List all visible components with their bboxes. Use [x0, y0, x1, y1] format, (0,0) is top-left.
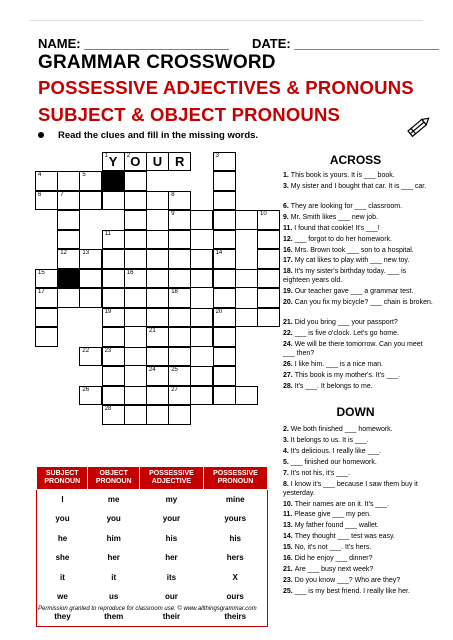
table-cell: X [232, 572, 238, 582]
crossword-cell[interactable] [124, 152, 147, 172]
crossword-cell[interactable] [102, 347, 125, 367]
clue-text: Please give ___ my pen. [294, 511, 371, 519]
clue-text: Our teacher gave ___ a grammar test. [294, 288, 414, 296]
clue-text: My sister and I bought that car. It is ___ car. [290, 182, 427, 190]
clue-number: 16. [283, 555, 295, 562]
clue-text: My father found ___ wallet. [294, 522, 379, 530]
crossword-cell[interactable] [213, 210, 236, 230]
clue-number: 2 [126, 152, 131, 159]
crossword-cell[interactable] [213, 269, 236, 289]
down-clue [283, 436, 433, 445]
crossword-cell[interactable] [146, 386, 169, 406]
crossword-cell[interactable] [168, 405, 191, 425]
crossword-black-cell [102, 171, 125, 191]
filled-letter: O [130, 154, 141, 169]
down-clue [283, 425, 433, 434]
clue-text: It's my sister's birthday today. ___ is eighteen years old. [283, 268, 407, 285]
down-clue [283, 587, 433, 596]
across-clue [283, 318, 433, 327]
clue-number: 15. [283, 544, 295, 552]
header-line: OBJECT [99, 470, 128, 477]
across-clue [283, 256, 433, 265]
clue-text: Can you fix my bicycle? ___ chain is broken. [294, 299, 433, 307]
crossword-cell[interactable] [213, 386, 236, 406]
clue-text: Did he enjoy ___ dinner? [294, 555, 373, 562]
header-line: ADJECTIVE [151, 478, 192, 485]
down-clue [283, 565, 433, 574]
crossword-cell[interactable] [168, 210, 191, 230]
crossword-cell[interactable] [146, 347, 169, 367]
crossword-cell[interactable] [124, 347, 147, 367]
crossword-cell[interactable] [190, 327, 213, 347]
crossword-cell[interactable] [257, 269, 280, 289]
pronoun-column-header [139, 467, 203, 490]
down-clue [283, 543, 433, 552]
clue-number: 15 [38, 269, 45, 276]
clue-number: 17 [38, 289, 45, 295]
table-cell: them [104, 611, 124, 621]
clue-number: 5 [82, 172, 86, 178]
header-line: PRONOUN [95, 478, 132, 485]
crossword-cell[interactable] [146, 249, 169, 269]
crossword-cell[interactable] [35, 308, 58, 328]
across-clue [283, 246, 433, 255]
clue-number: 3 [215, 152, 219, 159]
clue-number: 12. [283, 235, 295, 243]
crossword-cell[interactable] [168, 386, 191, 406]
pronoun-column-header [203, 467, 267, 490]
crossword-cell[interactable] [168, 269, 191, 289]
table-row [37, 568, 268, 588]
clue-number: 17. [283, 257, 295, 265]
down-clue [283, 510, 433, 519]
crossword-cell[interactable] [35, 288, 58, 308]
table-cell: it [60, 572, 65, 582]
clue-number: 20 [215, 308, 223, 315]
name-field-label: NAME: ____________________ [38, 36, 229, 51]
clue-text: Their names are on it. It's ___. [294, 500, 390, 508]
clue-number: 16 [126, 269, 134, 276]
clue-text: Mrs. Brown took ___ son to a hospital. [294, 246, 414, 254]
clue-number: 23 [104, 347, 112, 354]
crossword-cell[interactable] [35, 171, 58, 191]
clue-number: 8. [283, 480, 291, 488]
clue-number: 27. [283, 371, 295, 379]
crossword-cell[interactable] [235, 308, 258, 328]
crossword-cell[interactable] [146, 269, 169, 289]
crossword-cell[interactable] [235, 269, 258, 289]
table-row [37, 587, 268, 607]
page-subtitle-pronouns: SUBJECT & OBJECT PRONOUNS [38, 104, 341, 125]
across-clue [283, 287, 433, 296]
crossword-cell[interactable] [146, 308, 169, 328]
crossword-cell[interactable] [213, 249, 236, 269]
clue-text: I know it's ___ because I saw them buy it yesterday. [283, 480, 418, 497]
clue-number: 13. [283, 522, 295, 530]
crossword-cell[interactable] [257, 308, 280, 328]
crossword-cell[interactable] [57, 230, 80, 250]
clue-number: 25 [171, 367, 178, 373]
crossword-cell[interactable] [168, 347, 191, 367]
crossword-cell[interactable] [124, 405, 147, 425]
pronoun-table-header-row [37, 467, 268, 490]
clue-number: 7. [283, 469, 291, 477]
clue-number: 7 [60, 191, 64, 198]
table-cell: hers [226, 553, 244, 563]
table-cell: our [165, 592, 178, 602]
clue-number: 27 [171, 386, 178, 393]
crossword-cell[interactable] [102, 288, 125, 308]
clue-number: 11. [283, 224, 295, 232]
clue-number: 12 [60, 250, 67, 256]
table-cell: theirs [224, 611, 247, 621]
table-cell: he [57, 533, 68, 543]
crossword-cell[interactable] [213, 347, 236, 367]
crossword-cell[interactable] [102, 327, 125, 347]
crossword-cell[interactable] [57, 249, 80, 269]
clue-number: 14. [283, 533, 295, 541]
table-cell: his [165, 533, 178, 543]
clue-number: 9. [283, 213, 291, 221]
clue-number: 10. [283, 500, 295, 508]
crossword-cell[interactable] [57, 191, 80, 211]
table-cell: mine [225, 495, 245, 504]
down-clue [283, 458, 433, 467]
crossword-cell[interactable] [124, 230, 147, 250]
table-cell: him [106, 533, 121, 543]
clue-text: ___ forgot to do her homework. [294, 235, 392, 243]
clue-text: ___ is five o'clock. Let's go home. [294, 330, 399, 338]
down-clue [283, 576, 433, 585]
crossword-cell[interactable] [102, 308, 125, 328]
clue-number: 21 [149, 328, 156, 334]
across-clue [283, 298, 433, 307]
page-title: GRAMMAR CROSSWORD [38, 52, 276, 73]
crossword-cell[interactable] [146, 230, 169, 250]
clue-number: 28. [283, 382, 295, 390]
clue-number: 22. [283, 330, 295, 338]
crossword-cell[interactable] [213, 308, 236, 328]
down-clue [283, 521, 433, 530]
crossword-cell[interactable] [257, 210, 280, 230]
crossword-cell[interactable] [102, 405, 125, 425]
copyright-footer: Permission granted to reproduce for classroom use. © www.allthingsgrammar.com [38, 606, 257, 612]
table-cell: us [109, 592, 119, 602]
pronoun-table [36, 466, 268, 627]
crossword-cell[interactable] [190, 308, 213, 328]
crossword-cell[interactable] [146, 405, 169, 425]
crossword-cell[interactable] [57, 171, 80, 191]
table-cell: I [61, 495, 64, 504]
crossword-cell[interactable] [213, 366, 236, 386]
crossword-cell[interactable] [102, 152, 125, 172]
clue-number: 24 [149, 367, 156, 373]
page-subtitle-possessive: POSSESSIVE ADJECTIVES & PRONOUNS [38, 77, 414, 98]
table-cell: its [166, 572, 177, 582]
clue-number: 20. [283, 299, 295, 307]
clue-text: My cat likes to play with ___ new toy. [294, 257, 410, 265]
crossword-cell[interactable] [79, 191, 102, 211]
crossword-cell[interactable] [102, 191, 125, 211]
crossword-cell[interactable] [124, 249, 147, 269]
header-line: SUBJECT [45, 470, 79, 477]
header-line: PRONOUN [44, 478, 81, 485]
crossword-cell[interactable] [79, 347, 102, 367]
filled-letter: U [152, 154, 163, 169]
crossword-cell[interactable] [102, 249, 125, 269]
clue-number: 8 [171, 191, 175, 198]
crossword-cell[interactable] [213, 327, 236, 347]
down-clue [283, 447, 433, 456]
clue-text: ___ finished our homework. [290, 458, 377, 466]
clue-text: It's not his, it's ___. [290, 469, 350, 477]
clue-number: 16. [283, 246, 295, 254]
crossword-cell[interactable] [124, 308, 147, 328]
crossword-cell[interactable] [124, 171, 147, 191]
crossword-cell[interactable] [213, 288, 236, 308]
clue-text: They are looking for ___ classroom. [290, 202, 403, 210]
crossword-cell[interactable] [235, 386, 258, 406]
crossword-cell[interactable] [190, 366, 213, 386]
clue-number: 1 [104, 152, 108, 159]
table-row [37, 509, 268, 529]
clue-text: It belongs to us. It is ___. [290, 436, 369, 444]
crossword-cell[interactable] [57, 210, 80, 230]
down-clue [283, 532, 433, 541]
clue-text: ___ is my best friend. I really like her. [294, 587, 410, 595]
clue-number: 18. [283, 268, 295, 276]
crossword-black-cell [57, 269, 80, 289]
crossword-cell[interactable] [146, 327, 169, 347]
table-cell: their [162, 611, 181, 621]
table-cell: it [111, 572, 117, 582]
date-field-label: DATE: ____________________ [252, 36, 439, 51]
crossword-cell[interactable] [124, 191, 147, 211]
clue-number: 28 [104, 406, 112, 412]
clue-number: 14 [215, 250, 223, 256]
table-cell: my [165, 495, 178, 504]
clue-number: 25. [283, 587, 295, 595]
crossword-cell[interactable] [124, 210, 147, 230]
clue-text: I found that cookie! It's ___! [294, 224, 380, 232]
crossword-cell[interactable] [35, 327, 58, 347]
across-clue [283, 360, 433, 369]
crossword-cell[interactable] [146, 152, 169, 172]
instruction-text: Read the clues and fill in the missing words. [58, 130, 259, 141]
across-clue [283, 371, 433, 380]
clue-text: This book is yours. It is ___ book. [290, 172, 395, 179]
table-cell: you [106, 514, 121, 524]
crossword-cell[interactable] [124, 288, 147, 308]
down-clue [283, 469, 433, 478]
clue-text: No, it's not ___. It's hers. [294, 544, 372, 552]
clue-number: 11 [104, 230, 111, 237]
crossword-cell[interactable] [190, 210, 213, 230]
crossword-cell[interactable] [213, 230, 236, 250]
clue-text: Do you know ___? Who are they? [294, 576, 401, 584]
clue-number: 19 [104, 308, 112, 315]
across-clue [283, 340, 433, 358]
crossword-cell[interactable] [79, 269, 102, 289]
clue-number: 6. [283, 202, 291, 210]
table-row [37, 548, 268, 568]
filled-letter: Y [108, 154, 118, 169]
across-clue [283, 267, 433, 285]
clue-number: 5. [283, 458, 291, 466]
clue-text: We will be there tomorrow. Can you meet ___ then? [283, 341, 423, 357]
crossword-cell[interactable] [168, 288, 191, 308]
clue-number: 1. [283, 172, 291, 179]
clue-text: It's ___. It belongs to me. [294, 382, 373, 390]
table-cell: me [107, 495, 120, 504]
across-clue [283, 382, 433, 391]
pronoun-column-header [88, 467, 139, 490]
crossword-cell[interactable] [102, 269, 125, 289]
clue-number: 4. [283, 447, 291, 455]
clue-number: 13 [82, 250, 90, 256]
clue-text: Mr. Smith likes ___ new job. [290, 213, 378, 221]
across-clue [283, 171, 433, 180]
table-cell: you [55, 514, 70, 524]
table-cell: yours [224, 514, 247, 524]
header-line: POSSESSIVE [213, 470, 258, 477]
crossword-cell[interactable] [213, 171, 236, 191]
clue-text: It's delicious. I really like ___. [290, 447, 382, 455]
header-line: POSSESSIVE [149, 470, 194, 477]
table-cell: she [55, 553, 70, 563]
crossword-cell[interactable] [190, 386, 213, 406]
clue-number: 4 [38, 172, 42, 178]
across-heading: ACROSS [329, 153, 382, 167]
crossword-cell[interactable] [213, 191, 236, 211]
crossword-cell[interactable] [79, 386, 102, 406]
clue-number: 11. [283, 511, 295, 519]
clue-text: This book is my mother's. It's ___. [294, 371, 401, 379]
filled-letter: R [174, 154, 185, 169]
crossword-cell[interactable] [168, 249, 191, 269]
clue-text: Are ___ busy next week? [294, 565, 374, 573]
table-cell: his [229, 533, 241, 543]
crossword-cell[interactable] [57, 288, 80, 308]
clue-number: 3. [283, 436, 291, 444]
crossword-cell[interactable] [35, 269, 58, 289]
crossword-cell[interactable] [168, 308, 191, 328]
pronoun-column-header [37, 467, 88, 490]
crossword-cell[interactable] [257, 249, 280, 269]
clue-number: 23. [283, 576, 295, 584]
crossword-cell[interactable] [257, 288, 280, 308]
clue-text: We both finished ___ homework. [290, 426, 393, 433]
clue-number: 21. [283, 319, 295, 327]
crossword-cell[interactable] [79, 249, 102, 269]
clue-number: 6 [38, 191, 42, 198]
down-heading: DOWN [336, 405, 375, 419]
clue-number: 3. [283, 182, 291, 190]
clue-text: Did you bring ___ your passport? [294, 319, 398, 327]
crossword-cell[interactable] [190, 249, 213, 269]
table-row [37, 529, 268, 549]
table-cell: ours [226, 592, 244, 602]
crossword-cell[interactable] [146, 288, 169, 308]
crossword-cell[interactable] [124, 269, 147, 289]
down-clue [283, 554, 433, 563]
across-clue [283, 213, 433, 222]
clue-number: 18 [171, 289, 178, 295]
clue-number: 21. [283, 565, 295, 573]
across-clue [283, 235, 433, 244]
clue-number: 22 [82, 347, 90, 354]
table-cell: her [165, 553, 178, 563]
crossword-cell[interactable] [190, 269, 213, 289]
table-cell: they [54, 611, 71, 621]
header-line: PRONOUN [217, 478, 254, 485]
crossword-cell[interactable] [168, 191, 191, 211]
crossword-cell[interactable] [102, 366, 125, 386]
crossword-cell[interactable] [146, 366, 169, 386]
clue-number: 19. [283, 288, 295, 296]
across-clue [283, 202, 433, 211]
clue-number: 26 [82, 386, 90, 393]
clue-number: 10 [260, 211, 267, 217]
clue-text: They thought ___ test was easy. [294, 533, 395, 541]
table-cell: we [57, 592, 68, 602]
crossword-cell[interactable] [235, 210, 258, 230]
crossword-cell[interactable] [102, 230, 125, 250]
clue-number: 9 [171, 211, 175, 217]
crossword-cell[interactable] [168, 366, 191, 386]
crossword-cell[interactable] [79, 171, 102, 191]
crossword-cell[interactable] [124, 386, 147, 406]
clue-number: 2. [283, 426, 291, 433]
crossword-cell[interactable] [168, 152, 191, 172]
crossword-cell[interactable] [213, 152, 236, 172]
down-clue [283, 480, 433, 498]
table-cell: her [107, 553, 120, 563]
clue-text: I like him. ___ is a nice man. [294, 361, 384, 368]
across-clue [283, 329, 433, 338]
crossword-cell[interactable] [35, 191, 58, 211]
crossword-cell[interactable] [79, 288, 102, 308]
table-row [37, 490, 268, 510]
clue-number: 24. [283, 341, 295, 348]
across-clue [283, 182, 433, 191]
crossword-cell[interactable] [168, 327, 191, 347]
crossword-cell[interactable] [102, 386, 125, 406]
table-cell: your [162, 514, 181, 524]
crossword-cell[interactable] [146, 191, 169, 211]
crossword-cell[interactable] [257, 230, 280, 250]
clue-number: 26. [283, 361, 295, 368]
down-clue [283, 500, 433, 509]
across-clue [283, 224, 433, 233]
crossword-cell[interactable] [168, 230, 191, 250]
